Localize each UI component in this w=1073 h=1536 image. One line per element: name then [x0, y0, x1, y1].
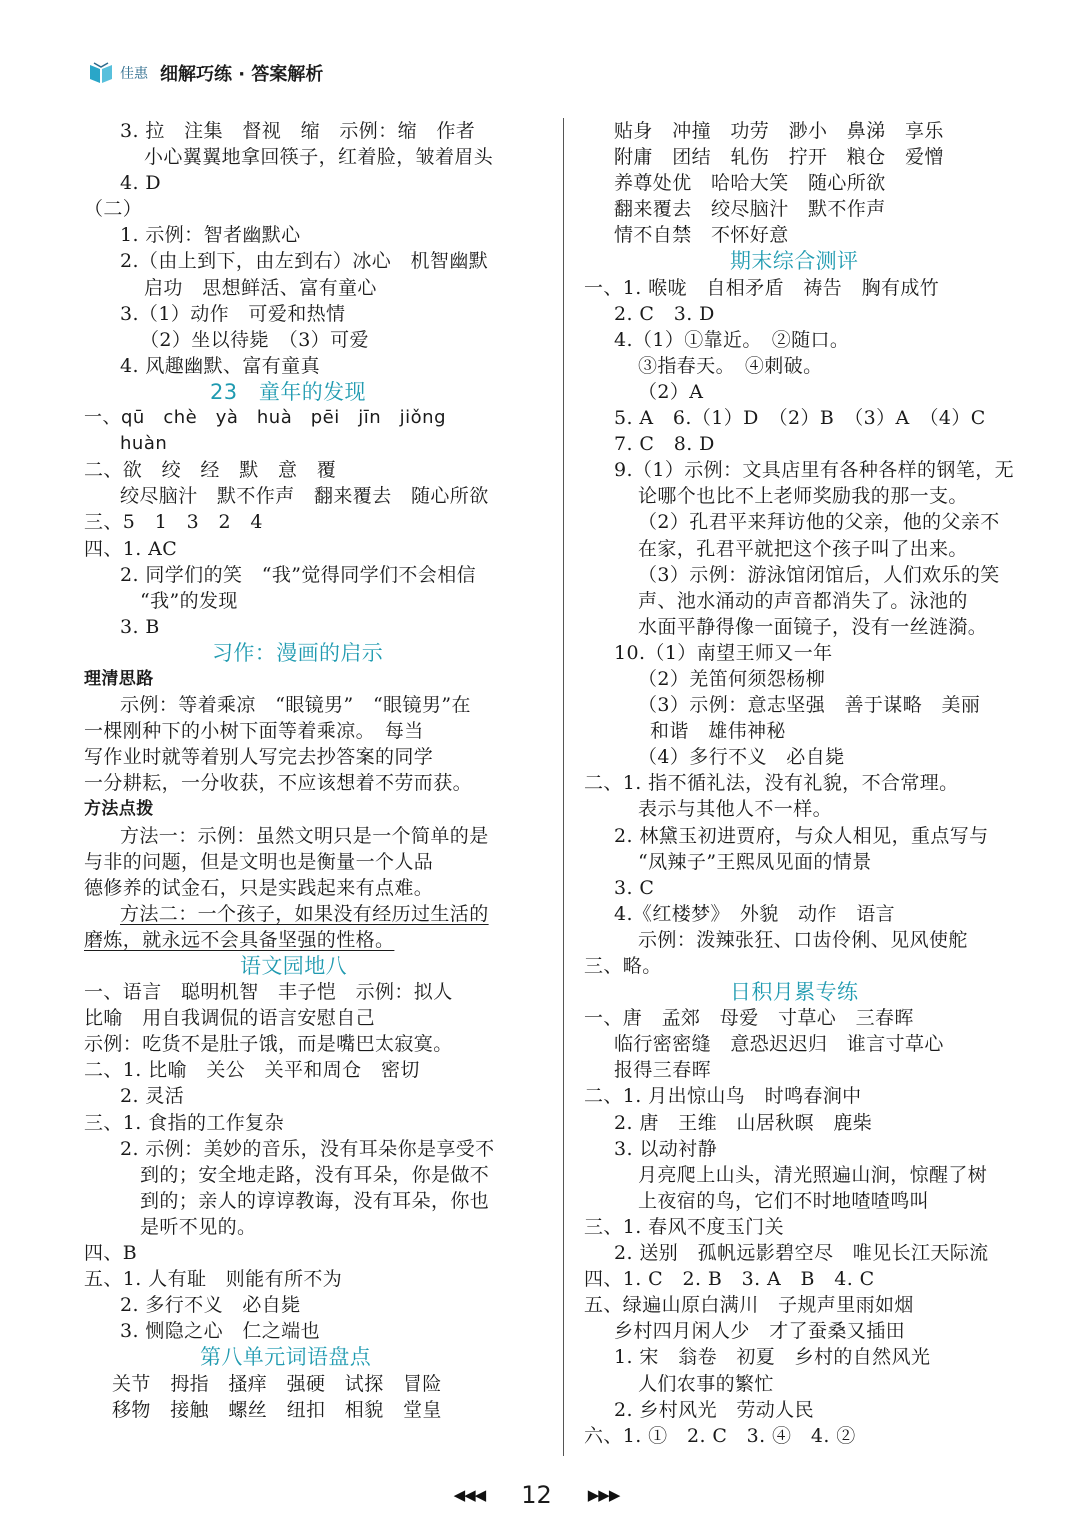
line-text: 5. A 6.（1）D （2）B （3）A （4）C — [614, 407, 986, 430]
answer-line — [584, 1162, 1044, 1188]
answer-line — [584, 118, 1044, 144]
section-title — [584, 248, 1044, 274]
answer-line — [84, 144, 544, 170]
line-text: （3）示例：意志坚强 善于谋略 美丽 — [638, 694, 981, 717]
answer-line — [84, 1318, 544, 1344]
line-text: （3）示例：游泳馆闭馆后，人们欢乐的笑 — [638, 563, 1000, 586]
line-text: 临行密密缝 意恐迟迟归 谁言寸草心 — [614, 1033, 944, 1056]
line-text: 3. 拉 注集 督视 缩 示例：缩 作者 — [120, 120, 476, 142]
section-title — [84, 379, 544, 405]
answer-line — [584, 457, 1044, 483]
line-text: 绞尽脑汁 默不作声 翻来覆去 随心所欲 — [120, 485, 489, 508]
line-text: 2. 林黛玉初进贾府，与众人相见，重点写与 — [614, 824, 989, 847]
section-title — [84, 640, 544, 666]
next-page-arrows-icon[interactable]: ▶▶▶ — [587, 1486, 620, 1504]
answer-line — [84, 979, 544, 1005]
line-text: 和谐 雄伟神秘 — [650, 720, 786, 743]
line-text: 四、1. C 2. B 3. A B 4. C — [584, 1268, 875, 1291]
line-text: 4.（1）①靠近。 ②随口。 — [614, 328, 850, 351]
answer-line — [584, 1266, 1044, 1292]
line-text: 表示与其他人不一样。 — [638, 798, 833, 821]
line-text: 养尊处优 哈哈大笑 随心所欲 — [614, 172, 886, 195]
line-text: 第八单元词语盘点 — [200, 1345, 372, 1370]
answer-line — [584, 901, 1044, 927]
line-text: 一、唐 孟郊 母爱 寸草心 三春晖 — [584, 1007, 914, 1030]
answer-line — [584, 1136, 1044, 1162]
line-text: 3. B — [120, 615, 160, 638]
answer-line — [584, 1188, 1044, 1214]
answer-line — [584, 1318, 1044, 1344]
line-text: 一棵刚种下的小树下面等着乘凉。 每当 — [84, 720, 424, 743]
answer-line — [84, 301, 544, 327]
subsection-label — [84, 666, 544, 692]
line-text: （二） — [84, 198, 143, 221]
answer-line — [84, 1292, 544, 1318]
answer-line — [584, 1371, 1044, 1397]
answer-line — [84, 196, 544, 222]
answer-line — [584, 875, 1044, 901]
answer-line — [584, 744, 1044, 770]
line-text: 情不自禁 不怀好意 — [614, 224, 789, 247]
line-text: 启功 思想鲜活、富有童心 — [144, 276, 377, 299]
answer-line — [584, 222, 1044, 248]
line-text: 月亮爬上山头，清光照遍山涧，惊醒了树 — [638, 1163, 988, 1186]
answer-line — [584, 849, 1044, 875]
line-text: 2. 唐 王维 山居秋暝 鹿柴 — [614, 1111, 873, 1134]
answer-line — [84, 588, 544, 614]
line-text: 到的；亲人的谆谆教诲，没有耳朵，你也 — [140, 1189, 490, 1212]
answer-line — [584, 1083, 1044, 1109]
answer-line — [584, 379, 1044, 405]
line-text: 期末综合测评 — [730, 249, 859, 274]
line-text: 2. 灵活 — [120, 1085, 185, 1108]
line-text: 二、1. 指不循礼法，没有礼貌，不合常理。 — [584, 772, 959, 795]
answer-line — [584, 509, 1044, 535]
line-text: 23 童年的发现 — [210, 379, 366, 404]
line-text: （2）坐以待毙 （3）可爱 — [140, 328, 369, 351]
answer-line — [584, 692, 1044, 718]
line-text: 2. 同学们的笑 “我”觉得同学们不会相信 — [120, 563, 476, 586]
section-title — [584, 979, 1044, 1005]
line-text: 2. 示例：美妙的音乐，没有耳朵你是享受不 — [120, 1137, 495, 1160]
line-text: 小心翼翼地拿回筷子，红着脸，皱着眉头 — [144, 146, 494, 169]
line-text: 9.（1）示例：文具店里有各种各样的钢笔，无 — [614, 459, 1015, 482]
answer-line — [84, 718, 544, 744]
line-text: 3. C — [614, 876, 655, 899]
line-text: 到的；安全地走路，没有耳朵，你是做不 — [140, 1163, 490, 1186]
answer-line — [84, 353, 544, 379]
line-text: 方法点拨 — [84, 799, 154, 820]
line-text: 报得三春晖 — [614, 1059, 712, 1082]
line-text: 水面平静得像一面镜子，没有一丝涟漪。 — [638, 615, 988, 638]
answer-line — [84, 770, 544, 796]
subsection-label — [84, 796, 544, 822]
answer-line — [584, 275, 1044, 301]
answer-line — [84, 744, 544, 770]
answer-line — [584, 770, 1044, 796]
line-text: 比喻 用自我调侃的语言安慰自己 — [84, 1007, 376, 1030]
answer-line — [84, 875, 544, 901]
answer-line — [84, 1397, 544, 1423]
answer-line — [84, 536, 544, 562]
line-text: 2. 多行不义 必自毙 — [120, 1294, 301, 1317]
answer-line — [584, 640, 1044, 666]
answer-line — [84, 1005, 544, 1031]
line-text: huàn — [120, 433, 168, 455]
answer-line — [584, 588, 1044, 614]
line-text: 语文园地八 — [240, 954, 347, 978]
right-column — [584, 118, 1044, 1449]
answer-line — [584, 1397, 1044, 1423]
answer-line — [84, 1214, 544, 1240]
answer-line — [584, 953, 1044, 979]
line-text: 7. C 8. D — [614, 433, 715, 456]
answer-line — [584, 1057, 1044, 1083]
answer-line — [84, 170, 544, 196]
answer-line — [84, 405, 544, 431]
answer-line — [84, 614, 544, 640]
answer-line — [584, 327, 1044, 353]
section-title — [84, 953, 544, 979]
page-header — [88, 58, 323, 88]
line-text: 理清思路 — [84, 668, 154, 689]
line-text: 三、5 1 3 2 4 — [84, 511, 263, 534]
answer-line — [584, 1031, 1044, 1057]
line-text: 方法一：示例：虽然文明只是一个简单的是 — [120, 824, 489, 847]
line-text: （2）羌笛何须怨杨柳 — [638, 667, 826, 690]
answer-line — [584, 1292, 1044, 1318]
line-text: 上夜宿的鸟，它们不时地喳喳鸣叫 — [638, 1189, 930, 1212]
answer-line — [584, 1240, 1044, 1266]
line-text: 1. 示例：智者幽默心 — [120, 224, 301, 247]
answer-line — [584, 1344, 1044, 1370]
answer-line — [84, 457, 544, 483]
answer-line — [584, 483, 1044, 509]
answer-line — [84, 562, 544, 588]
answer-line — [584, 1110, 1044, 1136]
answer-line — [584, 796, 1044, 822]
line-text: “凤辣子”王熙凤见面的情景 — [638, 850, 872, 873]
answer-line — [84, 927, 544, 953]
answer-line — [84, 1240, 544, 1266]
line-text: 示例：等着乘凉 “眼镜男” “眼镜男”在 — [120, 694, 471, 717]
line-text: 四、B — [84, 1242, 138, 1265]
line-text: 与非的问题，但是文明也是衡量一个人品 — [84, 850, 434, 873]
line-text: 移物 接触 螺丝 纽扣 相貌 堂皇 — [112, 1398, 442, 1421]
answer-line — [84, 327, 544, 353]
line-text: 2.（由上到下，由左到右）冰心 机智幽默 — [120, 250, 489, 273]
answer-line — [84, 1266, 544, 1292]
line-text: 德修养的试金石，只是实践起来有点难。 — [84, 876, 434, 899]
line-text: 贴身 冲撞 功劳 渺小 鼻涕 享乐 — [614, 120, 944, 142]
line-text: 写作业时就等着别人写完去抄答案的同学 — [84, 746, 434, 769]
line-text: 翻来覆去 绞尽脑汁 默不作声 — [614, 198, 886, 221]
book-title: 细解巧练 · 答案解析 — [160, 64, 324, 85]
line-text: ③指春天。 ④刺破。 — [638, 354, 823, 377]
answer-line — [84, 1162, 544, 1188]
line-text: 一、语言 聪明机智 丰子恺 示例：拟人 — [84, 981, 453, 1004]
line-text: （2）孔君平来拜访他的父亲，他的父亲不 — [638, 511, 1000, 534]
answer-line — [584, 1005, 1044, 1031]
line-text: 习作：漫画的启示 — [212, 640, 384, 665]
answer-line — [84, 901, 544, 927]
prev-page-arrows-icon[interactable]: ◀◀◀ — [453, 1486, 486, 1504]
page-number: 12 — [521, 1481, 552, 1509]
answer-line — [584, 1423, 1044, 1449]
line-text: 2. C 3. D — [614, 302, 715, 325]
answer-line — [84, 118, 544, 144]
answer-line — [584, 196, 1044, 222]
line-text: 三、1. 春风不度玉门关 — [584, 1215, 784, 1238]
line-text: 一、qū chè yà huà pēi jīn jiǒng — [84, 407, 447, 429]
line-text: 一分耕耘，一分收获，不应该想着不劳而获。 — [84, 772, 473, 795]
answer-line — [84, 1057, 544, 1083]
line-text: （2）A — [638, 380, 704, 403]
line-text: 日积月累专练 — [730, 980, 859, 1005]
line-text: 二、1. 月出惊山鸟 时鸣春涧中 — [584, 1085, 862, 1108]
answer-line — [84, 222, 544, 248]
line-text: 3. 恻隐之心 仁之端也 — [120, 1320, 320, 1343]
answer-line — [584, 170, 1044, 196]
answer-line — [84, 1110, 544, 1136]
answer-line — [84, 275, 544, 301]
answer-line — [84, 1083, 544, 1109]
line-text: 示例：吃货不是肚子饿，而是嘴巴太寂寞。 — [84, 1033, 453, 1056]
line-text: 4. 风趣幽默、富有童真 — [120, 354, 320, 377]
column-divider — [563, 118, 564, 1456]
answer-line — [84, 1136, 544, 1162]
line-text: 六、1. ① 2. C 3. ④ 4. ② — [584, 1424, 856, 1447]
answer-line — [584, 927, 1044, 953]
line-text: 人们农事的繁忙 — [638, 1372, 774, 1395]
line-text: 关节 拇指 搔痒 强硬 试探 冒险 — [112, 1372, 442, 1395]
answer-line — [84, 483, 544, 509]
line-text: 乡村四月闲人少 才了蚕桑又插田 — [614, 1320, 906, 1343]
answer-line — [584, 562, 1044, 588]
answer-line — [584, 718, 1044, 744]
line-text: “我”的发现 — [140, 589, 238, 612]
line-text: 4.《红楼梦》 外貌 动作 语言 — [614, 902, 896, 925]
answer-line — [84, 431, 544, 457]
answer-line — [584, 144, 1044, 170]
answer-line — [584, 536, 1044, 562]
answer-line — [84, 849, 544, 875]
answer-line — [84, 248, 544, 274]
line-text: 三、1. 食指的工作复杂 — [84, 1111, 284, 1134]
line-text: 四、1. AC — [84, 537, 178, 560]
section-title — [84, 1344, 544, 1370]
answer-line — [84, 509, 544, 535]
line-text: 五、绿遍山原白满川 子规声里雨如烟 — [584, 1294, 914, 1317]
line-text: 10.（1）南望王师又一年 — [614, 641, 833, 664]
brand-name: 佳惠 — [120, 66, 148, 82]
answer-line — [84, 1031, 544, 1057]
line-text: 1. 宋 翁卷 初夏 乡村的自然风光 — [614, 1346, 931, 1369]
line-text: 声、池水涌动的声音都消失了。泳池的 — [638, 589, 968, 612]
line-text: 一、1. 喉咙 自相矛盾 祷告 胸有成竹 — [584, 276, 940, 299]
answer-line — [584, 353, 1044, 379]
answer-line — [84, 1188, 544, 1214]
line-text: 论哪个也比不上老师奖励我的那一支。 — [638, 485, 968, 508]
line-text: 3.（1）动作 可爱和热情 — [120, 302, 346, 325]
answer-line — [84, 692, 544, 718]
answer-line — [584, 666, 1044, 692]
answer-line — [84, 823, 544, 849]
line-text: 二、欲 绞 经 默 意 覆 — [84, 459, 337, 482]
left-column — [84, 118, 544, 1423]
line-text: 4. D — [120, 172, 162, 195]
line-text: 五、1. 人有耻 则能有所不为 — [84, 1268, 343, 1291]
line-text: 磨炼，就永远不会具备坚强的性格。 — [84, 928, 395, 951]
answer-line — [584, 431, 1044, 457]
line-text: 附庸 团结 轧伤 拧开 粮仓 爱憎 — [614, 146, 944, 169]
line-text: 三、略。 — [584, 955, 662, 977]
page-footer — [0, 1478, 1073, 1512]
line-text: 在家，孔君平就把这个孩子叫了出来。 — [638, 537, 968, 560]
book-logo-icon — [88, 61, 114, 85]
line-text: 2. 送别 孤帆远影碧空尽 唯见长江天际流 — [614, 1242, 989, 1265]
line-text: 方法二：一个孩子，如果没有经历过生活的 — [120, 902, 489, 925]
answer-line — [584, 823, 1044, 849]
line-text: 3. 以动衬静 — [614, 1137, 717, 1160]
line-text: 二、1. 比喻 关公 关平和周仓 密切 — [84, 1059, 420, 1082]
answer-line — [584, 614, 1044, 640]
line-text: 是听不见的。 — [140, 1215, 257, 1238]
answer-line — [584, 1214, 1044, 1240]
answer-line — [84, 1371, 544, 1397]
line-text: （4）多行不义 必自毙 — [638, 746, 845, 769]
answer-line — [584, 405, 1044, 431]
line-text: 示例：泼辣张狂、口齿伶俐、见风使舵 — [638, 928, 968, 951]
line-text: 2. 乡村风光 劳动人民 — [614, 1398, 814, 1421]
answer-line — [584, 301, 1044, 327]
